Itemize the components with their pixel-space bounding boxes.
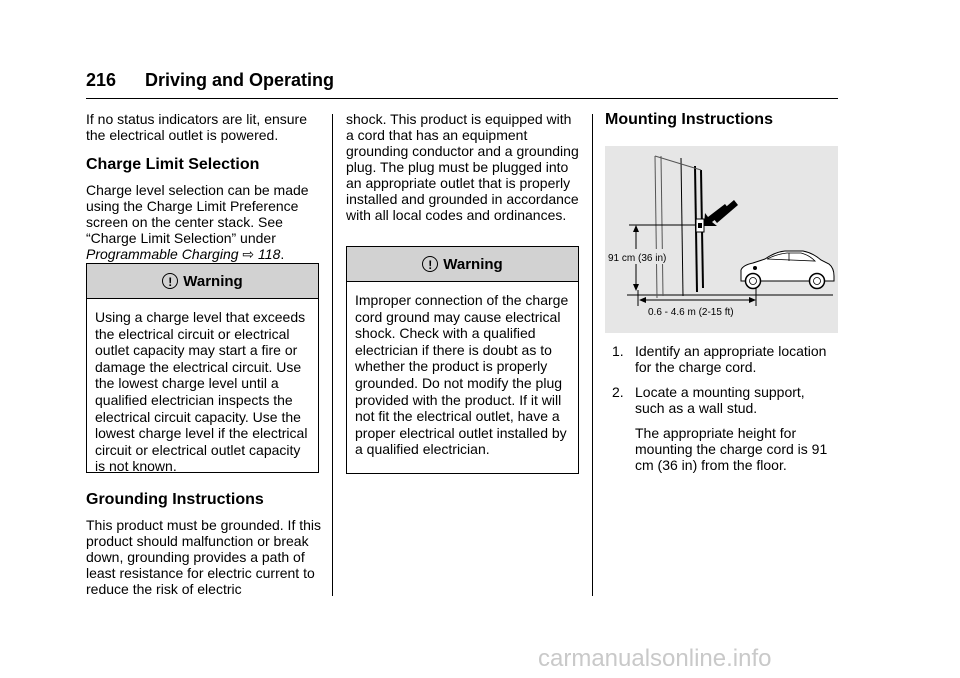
- column-divider-2: [592, 114, 593, 596]
- mounting-illustration: [605, 146, 838, 333]
- warning-box-ground: [346, 246, 579, 474]
- cross-ref-link[interactable]: Programmable Charging: [86, 246, 239, 262]
- charge-limit-text: Charge level selection can be made using the Charge Limit Preference screen on the center stack. See “Charge Limit Selection” under Programmable Charging ⇨ 118.: [86, 182, 309, 262]
- grounding-text: This product must be grounded. If this product should malfunction or break down, grounding provides a path of least resistance for electric current to reduce the risk of electric: [86, 517, 322, 597]
- shock-text: shock. This product is equipped with a cord that has an equipment grounding conductor and a grounding plug. The plug must be plugged into an appropriate outlet that is properly installed and grounded in accordance with all local codes and ordinances.: [346, 111, 579, 223]
- list-item: [612, 343, 838, 375]
- watermark-text: carmanualsonline.info: [538, 645, 772, 672]
- warning-title: Warning: [443, 255, 503, 273]
- mounting-section: [605, 110, 838, 130]
- column-1: [86, 111, 322, 262]
- step-number: 1.: [612, 343, 624, 359]
- mounting-heading: Mounting Instructions: [605, 111, 773, 128]
- grounding-section: [86, 490, 322, 597]
- step-text: Locate a mounting support, such as a wall stud.: [635, 384, 805, 416]
- distance-label: 0.6 - 4.6 m (2-15 ft): [648, 307, 734, 318]
- section-title: Driving and Operating: [145, 70, 335, 90]
- mounting-steps: [612, 343, 838, 482]
- warning-title: Warning: [183, 272, 243, 290]
- warning-text: Improper connection of the charge cord ground may cause electrical shock. Check with a qualified electrician if there is doubt as to whether the product is properly grounded. Do not modify the plug provided with the product. If it will not fit the electrical outlet, have a proper electrical outlet installed by a qualified electrician.: [355, 292, 569, 458]
- step-number: 2.: [612, 384, 624, 400]
- column-2: [346, 111, 582, 223]
- warning-header: [87, 264, 318, 299]
- warning-circle-icon: !: [422, 256, 438, 272]
- height-label: 91 cm (36 in): [608, 253, 667, 264]
- warning-circle-icon: !: [162, 273, 178, 289]
- warning-header: [347, 247, 578, 282]
- step-detail: The appropriate height for mounting the charge cord is 91 cm (36 in) from the floor.: [635, 425, 828, 473]
- column-divider-1: [332, 114, 333, 596]
- step-text: Identify an appropriate location for the charge cord.: [635, 343, 827, 375]
- grounding-heading: Grounding Instructions: [86, 491, 264, 508]
- warning-box-charge: [86, 263, 319, 473]
- page-ref-number[interactable]: 118: [258, 246, 281, 262]
- list-item: [612, 384, 838, 416]
- page-number: 216: [86, 70, 117, 90]
- page-ref-arrow-icon: ⇨: [242, 246, 255, 262]
- header-rule: [86, 98, 838, 99]
- charge-limit-heading: Charge Limit Selection: [86, 156, 260, 173]
- status-intro: If no status indicators are lit, ensure the electrical outlet is powered.: [86, 111, 307, 143]
- warning-text: Using a charge level that exceeds the electrical circuit or electrical outlet capacity may start a fire or damage the electrical circuit. Use the lowest charge level until a qualified electrician inspects the electrical circuit capacity. Use the lowest charge level if the electrical circuit or electrical outlet capacity is not known.: [95, 309, 308, 475]
- mounting-diagram: [605, 146, 838, 333]
